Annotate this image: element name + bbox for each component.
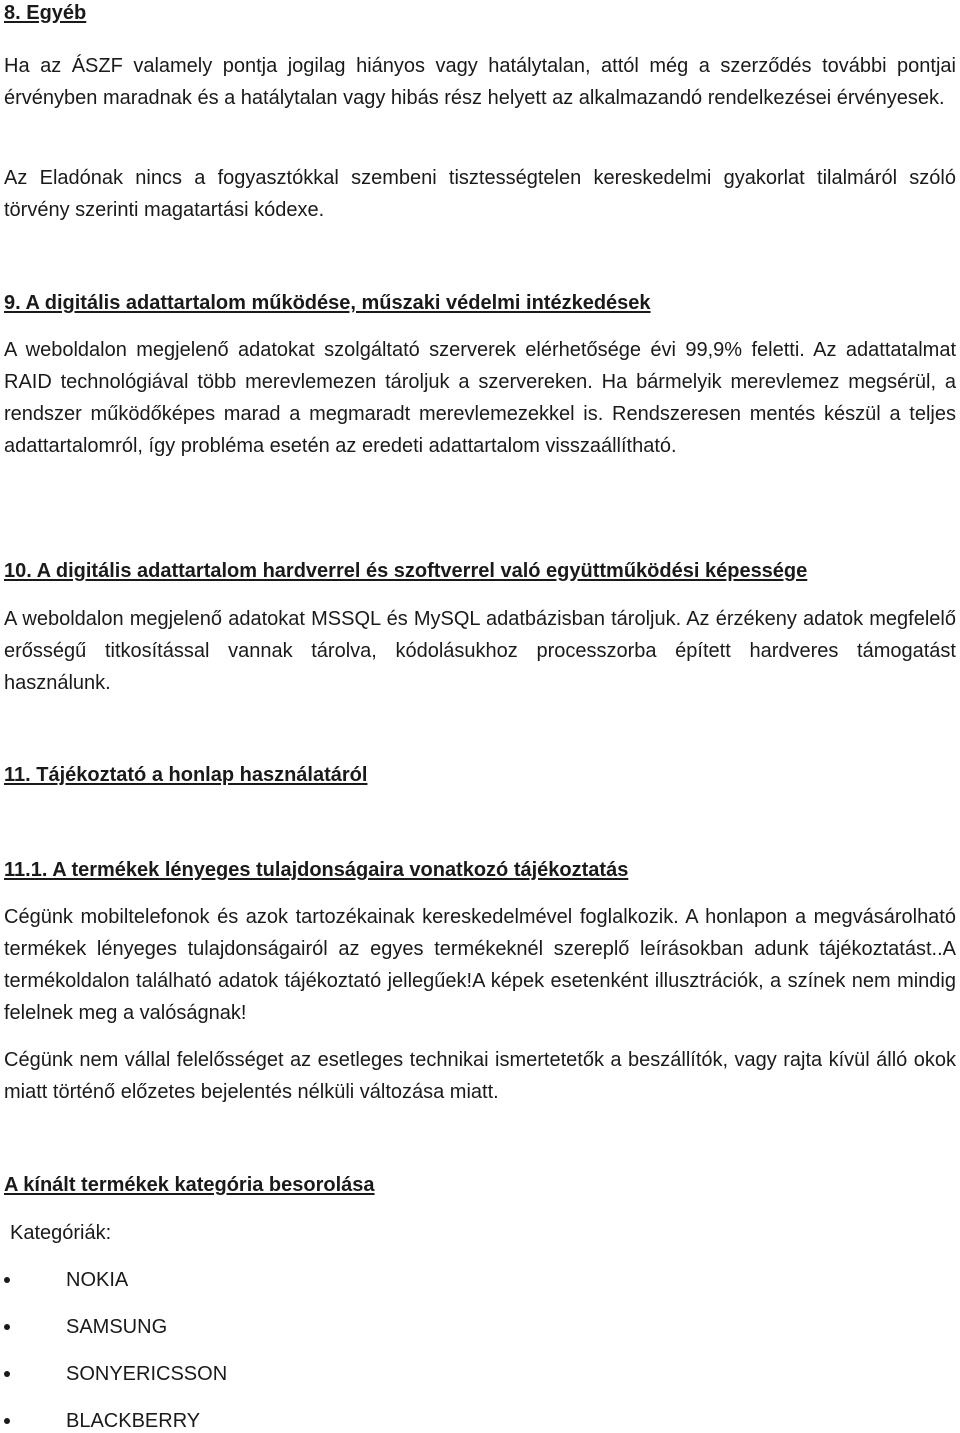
- list-item: [4, 1315, 167, 1339]
- bullet-icon: [4, 1371, 10, 1377]
- bullet-icon: [4, 1277, 10, 1283]
- paragraph: Az Eladónak nincs a fogyasztókkal szembeni tisztességtelen kereskedelmi gyakorlat tilalmáról szóló törvény szerinti magatartási kódexe.: [4, 167, 956, 221]
- section-heading-9: 9. A digitális adattartalom működése, műszaki védelmi intézkedések: [4, 292, 651, 314]
- paragraph: Cégünk mobiltelefonok és azok tartozékainak kereskedelmével foglalkozik. A honlapon a megvásárolható termékek lényeges tulajdonságairól az egyes termékeknél szereplő leírásokban adunk tájékoztatást..A termékoldalon található adatok tájékoztató jellegűek!A képek esetenként illusztrációk, a színek nem mindig felelnek meg a valóságnak!: [4, 906, 956, 1024]
- paragraph: Ha az ÁSZF valamely pontja jogilag hiányos vagy hatálytalan, attól még a szerződés további pontjai érvényben maradnak és a hatálytalan vagy hibás rész helyett az alkalmazandó rendelkezései érvényesek.: [4, 55, 956, 109]
- section-heading-8: 8. Egyéb: [4, 2, 87, 24]
- list-item: [4, 1362, 227, 1386]
- paragraph: Cégünk nem vállal felelősséget az esetleges technikai ismertetetők a beszállítók, vagy rajta kívül álló okok miatt történő előzetes bejelentés nélküli változása miatt.: [4, 1049, 956, 1103]
- categories-label: Kategóriák:: [10, 1222, 112, 1244]
- category-name: SONYERICSSON: [66, 1362, 228, 1385]
- category-name: NOKIA: [66, 1268, 129, 1291]
- list-item: [4, 1268, 128, 1292]
- category-name: BLACKBERRY: [66, 1409, 201, 1432]
- paragraph: A weboldalon megjelenő adatokat MSSQL és MySQL adatbázisban tároljuk. Az érzékeny adatok megfelelő erősségű titkosítással vannak tárolva, kódolásukhoz processzorba épített hardveres támogatást használunk.: [4, 608, 956, 694]
- section-heading-11-1: 11.1. A termékek lényeges tulajdonságaira vonatkozó tájékoztatás: [4, 859, 629, 881]
- paragraph: A weboldalon megjelenő adatokat szolgáltató szerverek elérhetősége évi 99,9% feletti. Az adattatalmat RAID technológiával több merevlemezen tároljuk a szervereken. Ha bármelyik merevlemez megsérül, a rendszer működőképes marad a megmaradt merevlemezekkel is. Rendszeresen mentés készül a teljes adattartalomról, így probléma esetén az eredeti adattartalom visszaállítható.: [4, 339, 956, 457]
- section-heading-10: 10. A digitális adattartalom hardverrel és szoftverrel való együttműködési képessége: [4, 560, 808, 582]
- bullet-icon: [4, 1324, 10, 1330]
- bullet-icon: [4, 1418, 10, 1424]
- category-heading: A kínált termékek kategória besorolása: [4, 1174, 375, 1196]
- list-item: [4, 1409, 200, 1433]
- section-heading-11: 11. Tájékoztató a honlap használatáról: [4, 764, 368, 786]
- category-name: SAMSUNG: [66, 1315, 168, 1338]
